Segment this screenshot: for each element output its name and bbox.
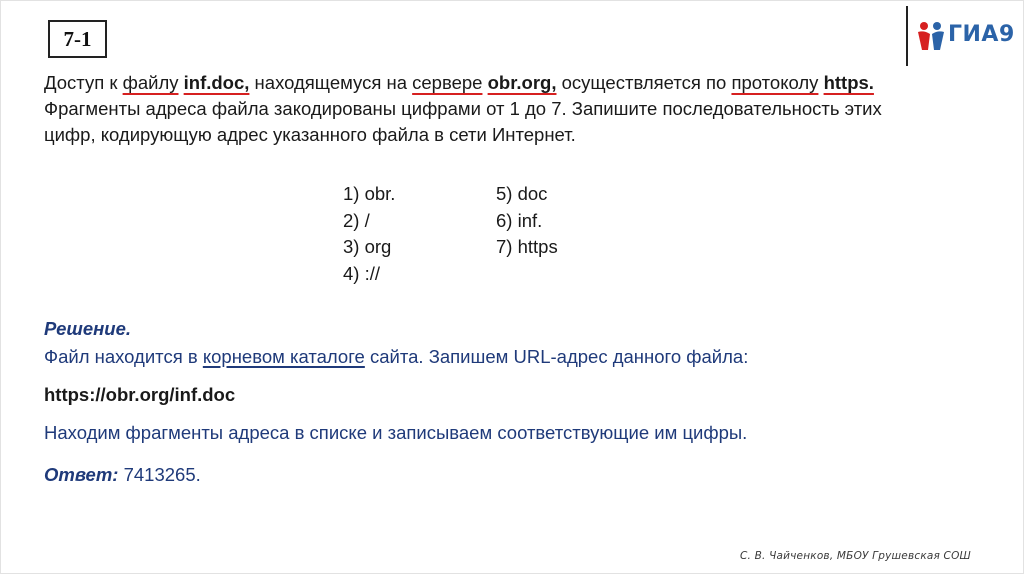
logo-text: ГИА9 <box>948 22 1015 47</box>
problem-line-1 <box>44 70 1004 96</box>
underlined-term: протоколу <box>731 72 819 93</box>
option-item: 3) org <box>343 236 392 257</box>
option-item: 2) / <box>343 209 370 231</box>
text-fragment: Доступ к <box>44 72 123 93</box>
file-name: inf.doc, <box>183 72 250 93</box>
fragment-options <box>343 181 616 287</box>
option-item: 6) inf. <box>496 209 543 231</box>
answer-value: 7413265. <box>118 464 201 485</box>
text-fragment: сайта. Запишем URL-адрес данного файла: <box>364 346 749 367</box>
option-item <box>496 261 616 288</box>
answer-line <box>44 464 201 486</box>
solution-line-3: Находим фрагменты адреса в списке и записываем соответствующие им цифры. <box>44 422 748 443</box>
footer-credit: С. В. Чайченков, МБОУ Грушевская СОШ <box>740 550 971 562</box>
problem-line-3: цифр, кодирующую адрес указанного файла в сети Интернет. <box>44 124 576 145</box>
gia-people-icon <box>916 20 946 52</box>
option-item: 7) https <box>496 236 558 257</box>
text-fragment: осуществляется по <box>556 72 732 93</box>
answer-label: Ответ: <box>44 464 119 485</box>
option-item: 4) :// <box>343 262 381 284</box>
solution-title: Решение. <box>44 318 132 339</box>
text-fragment: Файл находится в <box>44 346 203 367</box>
task-number-badge: 7-1 <box>48 20 107 58</box>
root-directory-term: корневом каталоге <box>202 346 365 367</box>
underlined-term: файлу <box>122 72 179 93</box>
problem-line-2: Фрагменты адреса файла закодированы цифрами от 1 до 7. Запишите последовательность этих <box>44 98 882 119</box>
underlined-term: сервере <box>412 72 483 93</box>
file-url: https://obr.org/inf.doc <box>44 384 236 405</box>
option-item: 1) obr. <box>343 183 396 204</box>
option-item: 5) doc <box>496 183 548 204</box>
solution-line-1 <box>44 346 748 368</box>
server-name: obr.org, <box>487 72 557 93</box>
gia9-logo <box>906 6 1018 66</box>
protocol-name: https. <box>823 72 874 93</box>
text-fragment: находящемуся на <box>249 72 413 93</box>
problem-statement <box>44 70 1004 148</box>
logo-divider <box>906 6 908 66</box>
